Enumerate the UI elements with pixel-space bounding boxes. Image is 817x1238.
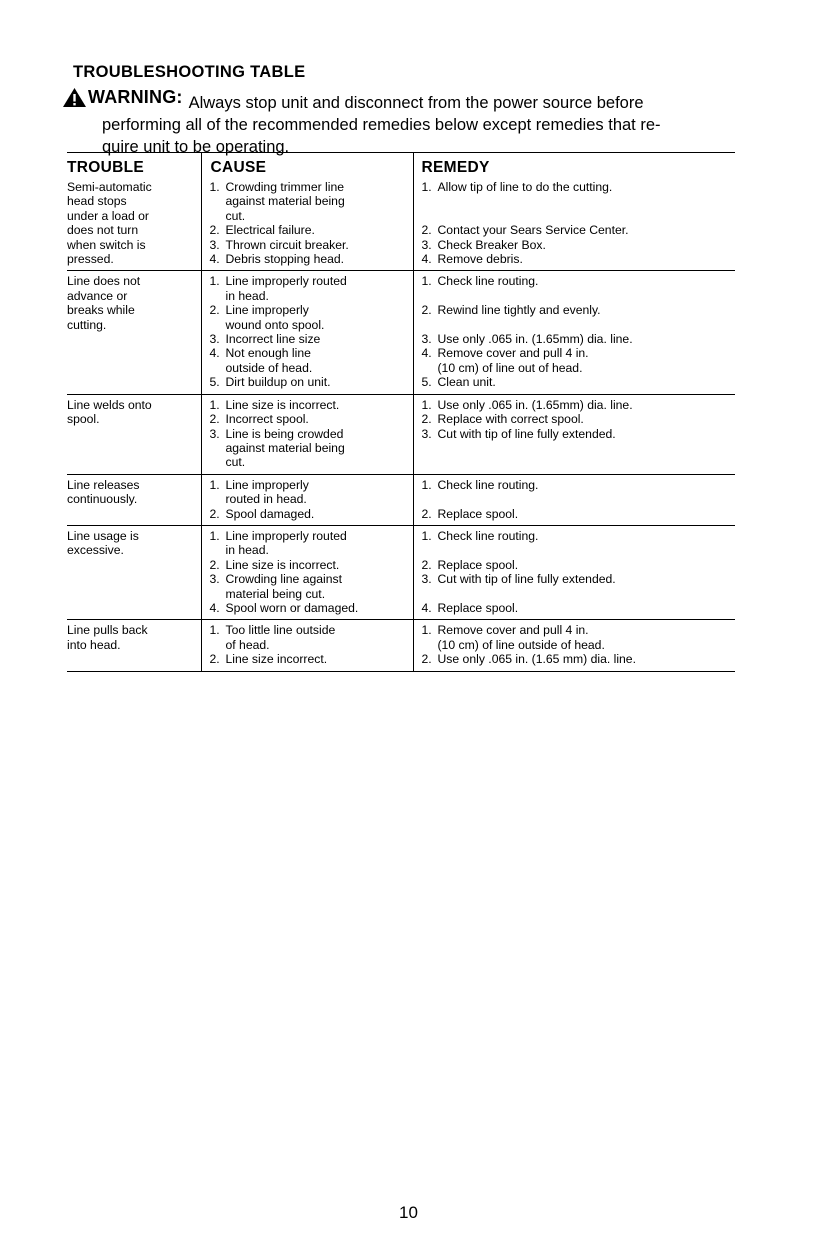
cause-item (210, 332, 413, 346)
remedy-item (422, 223, 736, 237)
cause-item (210, 601, 413, 615)
item-number: 1. (209, 528, 220, 543)
remedy-item (422, 412, 736, 426)
cause-item (210, 274, 413, 303)
item-text: Crowding trimmer line against material being cut. (225, 180, 345, 223)
item-number: 2. (209, 557, 220, 572)
trouble-text: Line welds onto spool. (67, 397, 152, 427)
item-text: Use only .065 in. (1.65 mm) dia. line. (437, 652, 636, 667)
item-text: Replace with correct spool. (437, 412, 584, 427)
cause-item (210, 223, 413, 237)
remedy-item (422, 398, 736, 412)
table-row (67, 525, 735, 619)
trouble-text: Line pulls back into head. (67, 623, 148, 652)
trouble-cell (67, 525, 201, 619)
table-row (67, 271, 735, 394)
cause-item (210, 180, 413, 223)
warning-notice (62, 86, 742, 158)
item-number: 4. (421, 600, 432, 615)
cause-item (210, 252, 413, 266)
item-text: Line size is incorrect. (225, 557, 340, 572)
item-number: 3. (421, 237, 432, 252)
remedy-item (422, 572, 736, 586)
remedy-column-header: REMEDY (413, 153, 735, 178)
remedy-item (422, 180, 736, 194)
remedy-cell (413, 394, 735, 474)
item-number: 2. (421, 223, 432, 238)
table-row (67, 177, 735, 271)
item-text: Line improperly routed in head. (225, 274, 347, 303)
item-number: 2. (209, 303, 220, 318)
item-text: Check line routing. (437, 274, 539, 289)
cause-cell (201, 525, 413, 619)
item-number: 4. (421, 346, 432, 361)
item-number: 4. (209, 252, 220, 267)
cause-item (210, 303, 413, 332)
item-number: 1. (209, 274, 220, 289)
remedy-item (422, 274, 736, 288)
page-title: TROUBLESHOOTING TABLE (73, 63, 306, 81)
cause-item (210, 507, 413, 521)
cause-cell (201, 394, 413, 474)
item-text: Check Breaker Box. (437, 237, 546, 252)
remedy-item (422, 332, 736, 346)
cause-cell (201, 474, 413, 525)
item-number: 1. (421, 623, 432, 638)
cause-cell (201, 620, 413, 671)
warning-triangle-icon (62, 87, 87, 108)
item-text: Remove cover and pull 4 in. (10 cm) of line outside of head. (437, 623, 605, 652)
item-text: Incorrect spool. (225, 412, 309, 427)
item-number: 4. (421, 252, 432, 266)
item-number: 2. (209, 506, 220, 521)
item-text: Replace spool. (437, 557, 519, 572)
item-number: 1. (209, 477, 220, 492)
remedy-item (422, 601, 736, 615)
warning-text-line-2: performing all of the recommended remedies below except remedies that re- (102, 116, 661, 134)
remedy-item (422, 507, 736, 521)
trouble-cell (67, 271, 201, 394)
remedy-item (422, 478, 736, 492)
item-number: 4. (209, 600, 220, 615)
item-text: Remove debris. (437, 252, 523, 266)
item-number: 1. (421, 274, 432, 289)
page-number: 10 (399, 1203, 418, 1222)
item-text: Allow tip of line to do the cutting. (437, 180, 613, 194)
item-number: 3. (421, 332, 432, 347)
remedy-cell (413, 177, 735, 271)
cause-item (210, 572, 413, 601)
remedy-item (422, 238, 736, 252)
item-text: Spool worn or damaged. (225, 600, 359, 615)
remedy-cell (413, 271, 735, 394)
cause-item (210, 529, 413, 558)
item-number: 1. (421, 477, 432, 492)
item-number: 3. (421, 426, 432, 441)
trouble-cell (67, 177, 201, 271)
item-number: 3. (209, 426, 220, 441)
item-text: Rewind line tightly and evenly. (437, 303, 601, 318)
item-text: Check line routing. (437, 528, 539, 543)
warning-text-line-1: Always stop unit and disconnect from the power source before (188, 94, 644, 112)
item-number: 5. (209, 375, 220, 390)
remedy-item (422, 252, 736, 266)
table-row (67, 394, 735, 474)
item-text: Electrical failure. (225, 223, 315, 238)
item-number: 3. (209, 332, 220, 347)
warning-heading (62, 86, 189, 108)
cause-item (210, 558, 413, 572)
item-number: 2. (421, 652, 432, 667)
item-number: 2. (421, 412, 432, 427)
item-number: 1. (421, 397, 432, 412)
item-text: Cut with tip of line fully extended. (437, 572, 616, 587)
warning-text-line-3: quire unit to be operating. (102, 138, 290, 156)
item-text: Incorrect line size (225, 332, 321, 347)
table-row (67, 620, 735, 671)
item-number: 1. (421, 180, 432, 194)
item-text: Not enough line outside of head. (225, 346, 313, 375)
troubleshooting-table (67, 152, 735, 672)
remedy-item (422, 346, 736, 375)
item-text: Debris stopping head. (225, 252, 345, 267)
cause-item (210, 238, 413, 252)
trouble-text: Line does not advance or breaks while cutting. (67, 274, 141, 332)
cause-item (210, 623, 413, 652)
trouble-cell (67, 620, 201, 671)
item-number: 1. (209, 623, 220, 638)
cause-column-header: CAUSE (201, 153, 413, 178)
item-number: 1. (209, 397, 220, 412)
item-text: Line size is incorrect. (225, 397, 340, 412)
item-number: 2. (421, 557, 432, 572)
item-text: Line improperly routed in head. (225, 528, 347, 558)
item-number: 3. (209, 572, 220, 587)
item-number: 2. (421, 506, 432, 521)
remedy-cell (413, 620, 735, 671)
remedy-item (422, 623, 736, 652)
item-text: Spool damaged. (225, 506, 315, 521)
item-number: 3. (421, 572, 432, 587)
cause-item (210, 375, 413, 389)
item-text: Line improperly wound onto spool. (225, 303, 325, 332)
item-text: Cut with tip of line fully extended. (437, 426, 616, 441)
cause-item (210, 652, 413, 666)
item-number: 1. (421, 528, 432, 543)
item-text: Use only .065 in. (1.65mm) dia. line. (437, 397, 633, 412)
trouble-column-header: TROUBLE (67, 153, 201, 178)
item-text: Too little line outside of head. (225, 623, 336, 652)
remedy-item (422, 375, 736, 389)
item-number: 2. (209, 223, 220, 238)
remedy-item (422, 652, 736, 666)
item-number: 5. (421, 375, 432, 390)
trouble-text: Line releases continuously. (67, 477, 140, 507)
cause-item (210, 398, 413, 412)
item-number: 2. (421, 303, 432, 318)
item-text: Contact your Sears Service Center. (437, 223, 629, 238)
remedy-cell (413, 525, 735, 619)
remedy-item (422, 427, 736, 441)
item-text: Remove cover and pull 4 in. (10 cm) of line out of head. (437, 346, 589, 375)
cause-item (210, 346, 413, 375)
item-text: Line improperly routed in head. (225, 477, 309, 507)
item-text: Thrown circuit breaker. (225, 237, 349, 252)
item-text: Check line routing. (437, 477, 539, 492)
item-number: 2. (209, 412, 220, 427)
cause-item (210, 478, 413, 507)
table-row (67, 474, 735, 525)
item-number: 1. (209, 180, 220, 194)
remedy-item (422, 303, 736, 317)
table-header-row (67, 153, 735, 178)
trouble-text: Semi-automatic head stops under a load or does not turn when switch is pressed. (67, 180, 152, 267)
item-number: 2. (209, 652, 220, 667)
trouble-cell (67, 394, 201, 474)
remedy-item (422, 558, 736, 572)
trouble-cell (67, 474, 201, 525)
cause-item (210, 427, 413, 470)
item-number: 4. (209, 346, 220, 361)
remedy-item (422, 529, 736, 543)
item-text: Line is being crowded against material being cut. (225, 426, 345, 470)
item-text: Dirt buildup on unit. (225, 375, 331, 390)
cause-cell (201, 271, 413, 394)
item-text: Line size incorrect. (225, 652, 328, 667)
item-text: Replace spool. (437, 506, 519, 521)
item-text: Crowding line against material being cut. (225, 572, 343, 601)
warning-label: WARNING: (88, 87, 183, 107)
item-text: Use only .065 in. (1.65mm) dia. line. (437, 332, 633, 347)
item-number: 3. (209, 237, 220, 252)
item-text: Clean unit. (437, 375, 496, 390)
item-text: Replace spool. (437, 600, 519, 615)
remedy-cell (413, 474, 735, 525)
cause-cell (201, 177, 413, 271)
cause-item (210, 412, 413, 426)
trouble-text: Line usage is excessive. (67, 528, 139, 558)
